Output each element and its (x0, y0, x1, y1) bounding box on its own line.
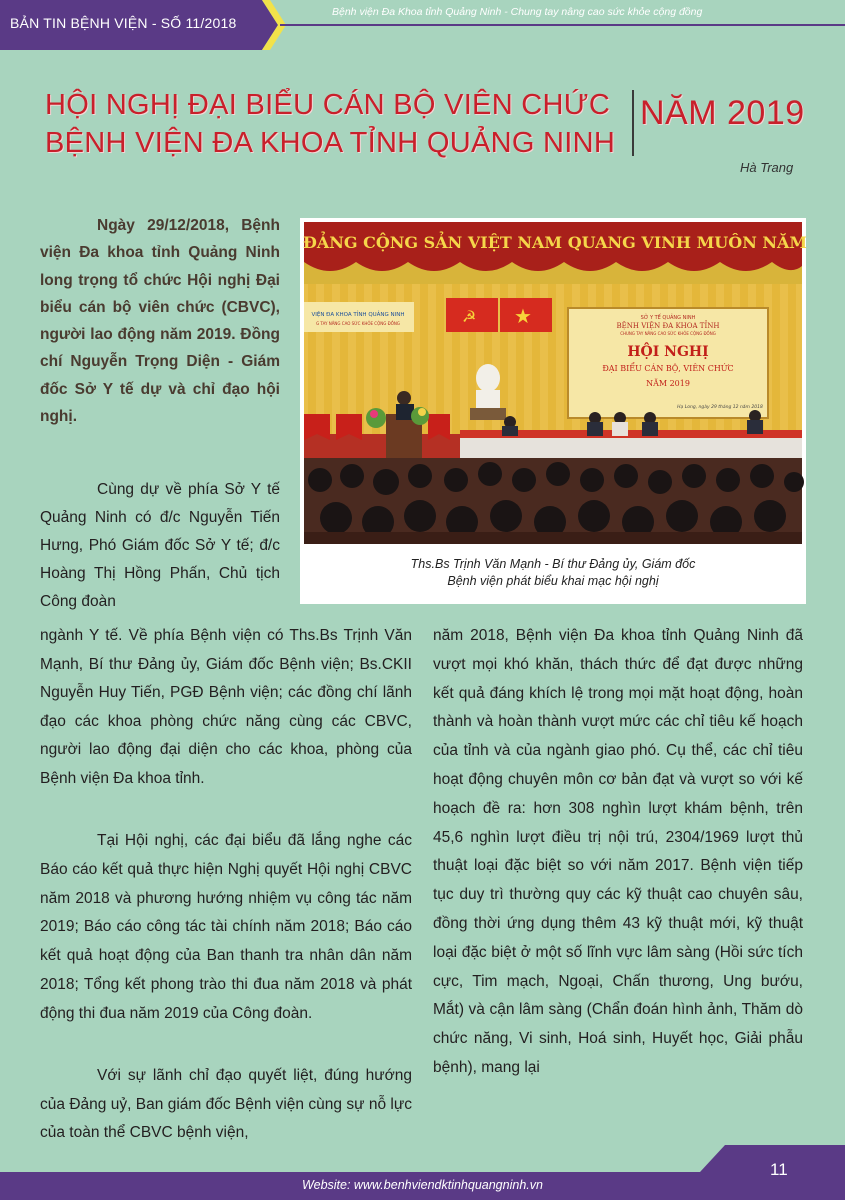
conference-photo (300, 218, 806, 548)
article-title (45, 86, 615, 162)
conference-photo-illustration (300, 218, 806, 548)
svg-text:ĐẠI BIỂU CÁN BỘ, VIÊN CHỨC: ĐẠI BIỂU CÁN BỘ, VIÊN CHỨC (602, 364, 734, 373)
page-number: 11 (770, 1160, 788, 1179)
title-year: NĂM 2019 (640, 94, 805, 132)
star-icon: ★ (514, 306, 532, 328)
paragraph-results: năm 2018, Bệnh viện Đa khoa tỉnh Quảng Ninh đã vượt mọi khó khăn, thách thức để đạt được những kết quả đáng khích lệ trong mọi mặt hoạt động, hoàn thành và hoàn thành vượt mức các chỉ tiêu kế hoạch của tỉnh và của ngành giao phó. Cụ thể, các chỉ tiêu hoạt động chuyên môn cơ bản đạt và vượt so với kế hoạch đề ra: hơn 308 nghìn lượt khám bệnh, trên 45,6 nghìn lượt điều trị nội trú, 2304/1969 lượt thủ thuật loại đặc biệt so với năm 2017. Bệnh viện tiếp tục duy trì thường quy các kỹ thuật cao chuyên sâu, đồng thời ứng dụng thêm 43 kỹ thuật mới, kỹ thuật loại đặc biệt ở một số lĩnh vực lâm sàng (Hồi sức tích cực, Tim mạch, Ngoại, Chấn thương, Ung bướu, Mắt) và cận lâm sàng (Chẩn đoán hình ảnh, Thăm dò chức năng, Vi sinh, Hoá sinh, Huyết học, Giải phẫu bệnh), mang lại (433, 627, 803, 1076)
svg-text:BỆNH VIỆN ĐA KHOA TỈNH: BỆNH VIỆN ĐA KHOA TỈNH (616, 322, 720, 330)
paragraph-hospital-side: ngành Y tế. Về phía Bệnh viện có Ths.Bs Trịnh Văn Mạnh, Bí thư Đảng ủy, Giám đốc Bệnh viện; Bs.CKII Nguyễn Huy Tiến, PGĐ Bệnh viện; các đồng chí lãnh đạo các khoa phòng chức năng cùng các CBVC, người lao động đại diện cho các khoa, phòng của Bệnh viện Đa khoa tỉnh. (40, 627, 412, 787)
header-chevron-icon (250, 0, 290, 52)
svg-text:NĂM 2019: NĂM 2019 (646, 379, 690, 388)
svg-text:HỘI NGHỊ: HỘI NGHỊ (627, 344, 709, 360)
svg-text:SỞ Y TẾ QUẢNG NINH: SỞ Y TẾ QUẢNG NINH (640, 315, 696, 321)
svg-text:G TAY NÂNG CAO SỨC KHỎE CỘNG Đ: G TAY NÂNG CAO SỨC KHỎE CỘNG ĐỒNG (316, 321, 400, 326)
caption-line-1: Ths.Bs Trịnh Văn Mạnh - Bí thư Đảng ủy, Giám đốc (410, 557, 696, 571)
issue-label: BẢN TIN BỆNH VIỆN - SỐ 11/2018 (10, 15, 237, 31)
hammer-sickle-icon: ☭ (462, 309, 477, 326)
author-name: Hà Trang (740, 160, 794, 175)
svg-text:VIỆN ĐA KHOA TỈNH QUẢNG NINH: VIỆN ĐA KHOA TỈNH QUẢNG NINH (311, 312, 405, 318)
title-line-2: BỆNH VIỆN ĐA KHOA TỈNH QUẢNG NINH (45, 127, 616, 159)
paragraph-leadership: Với sự lãnh chỉ đạo quyết liệt, đúng hướng của Đảng uỷ, Ban giám đốc Bệnh viện cùng sự nỗ lực của toàn thể CBVC bệnh viện, (40, 1067, 412, 1141)
photo-banner-text: ĐẢNG CỘNG SẢN VIỆT NAM QUANG VINH MUÔN NĂM (302, 233, 806, 252)
caption-line-2: Bệnh viện phát biểu khai mạc hội nghị (447, 574, 659, 588)
paragraph-attendees: Cùng dự về phía Sở Y tế Quảng Ninh có đ/c Nguyễn Tiến Hưng, Phó Giám đốc Sở Y tế; đ/c Hoàng Thị Hồng Phấn, Chủ tịch Công đoàn (40, 481, 280, 610)
paragraph-reports: Tại Hội nghị, các đại biểu đã lắng nghe các Báo cáo kết quả thực hiện Nghị quyết Hội nghị CBVC năm 2018 và phương hướng nhiệm vụ công tác năm 2019; Báo cáo công tác tài chính năm 2018; Báo cáo kết quả hoạt động của Ban thanh tra nhân dân năm 2018; Tổng kết phong trào thi đua năm 2018 và phát động thi đua năm 2019 của Công đoàn. (40, 832, 412, 1022)
title-divider (632, 90, 634, 156)
title-line-1: HỘI NGHỊ ĐẠI BIỂU CÁN BỘ VIÊN CHỨC (45, 89, 611, 121)
header-slogan: Bệnh viện Đa Khoa tỉnh Quảng Ninh - Chung tay nâng cao sức khỏe cộng đồng (332, 6, 703, 18)
svg-text:Hạ Long, ngày 29 tháng 12 năm: Hạ Long, ngày 29 tháng 12 năm 2018 (677, 405, 763, 410)
page-header (0, 0, 845, 52)
issue-tab (0, 0, 262, 50)
bust-statue (476, 364, 500, 392)
svg-text:CHUNG TAY NÂNG CAO SỨC KHỎE CỘ: CHUNG TAY NÂNG CAO SỨC KHỎE CỘNG ĐỒNG (620, 331, 716, 336)
header-rule (280, 24, 845, 26)
photo-caption (300, 548, 806, 604)
lead-paragraph: Ngày 29/12/2018, Bệnh viện Đa khoa tỉnh Quảng Ninh long trọng tổ chức Hội nghị Đại biểu cán bộ viên chức (CBVC), người lao động năm 2019. Đồng chí Nguyễn Trọng Diện - Giám đốc Sở Y tế dự và chỉ đạo hội nghị. (40, 217, 280, 426)
footer-website[interactable]: Website: www.benhviendktinhquangninh.vn (302, 1178, 543, 1192)
